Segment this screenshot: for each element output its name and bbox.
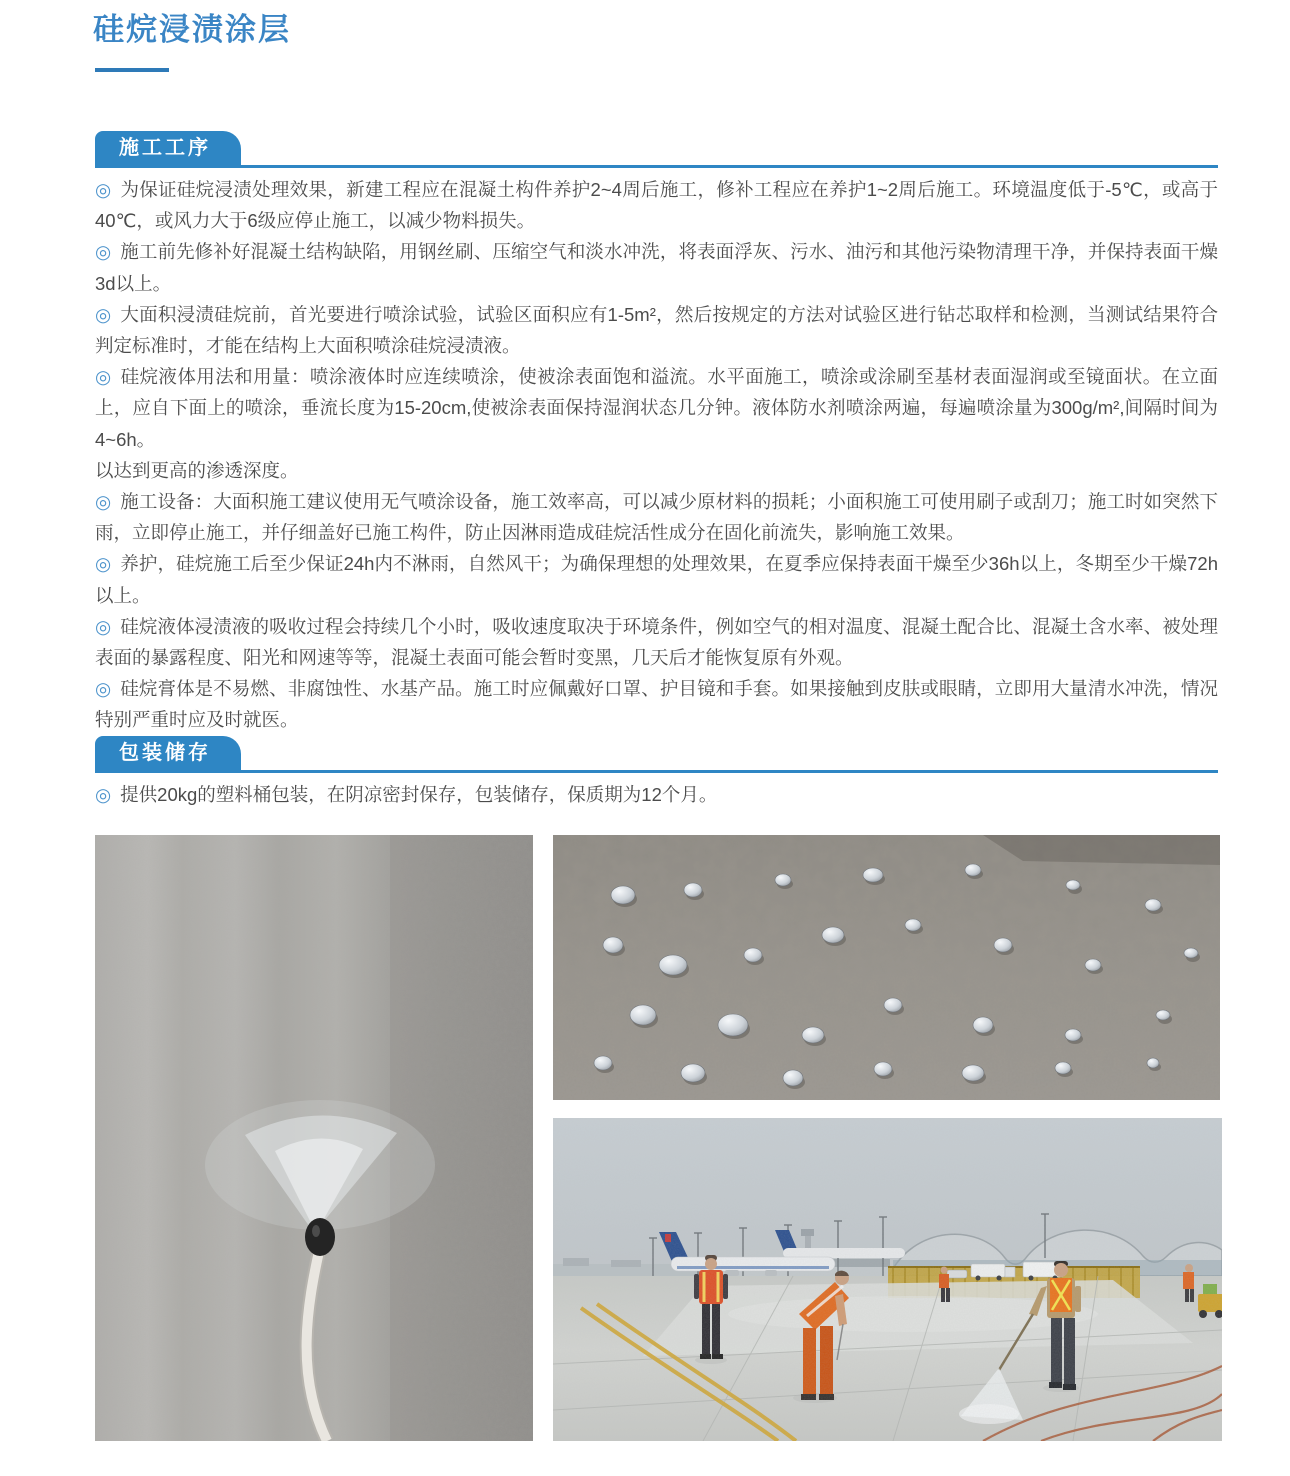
section-badge-construction: 施工工序: [95, 131, 241, 165]
bullet-icon: ◎: [95, 553, 112, 575]
bullet-icon: ◎: [95, 678, 112, 700]
paragraph: [95, 174, 1218, 236]
paragraph-text: 施工前先修补好混凝土结构缺陷，用钢丝刷、压缩空气和淡水冲洗，将表面浮灰、污水、油污和其他污染物清理干净，并保持表面干燥3d以上。: [95, 241, 1218, 294]
section-badge-packaging: 包装储存: [95, 736, 241, 770]
paragraph: [95, 548, 1218, 610]
paragraph-text: 硅烷液体用法和用量：喷涂液体时应连续喷涂，使被涂表面饱和溢流。水平面施工，喷涂或涂刷至基材表面湿润或至镜面状。在立面上，应自下面上的喷涂，垂流长度为15-20cm,使被涂表面保持湿润状态几分钟。液体防水剂喷涂两遍，每遍喷涂量为300g/m²,间隔时间为4~6h。: [95, 366, 1218, 450]
section-header-packaging: [95, 736, 1218, 773]
paragraph-text: 硅烷液体浸渍液的吸收过程会持续几个小时，吸收速度取决于环境条件，例如空气的相对温度、混凝土配合比、混凝土含水率、被处理表面的暴露程度、阳光和网速等等，混凝土表面可能会暂时变黑，几天后才能恢复原有外观。: [95, 615, 1218, 669]
bullet-icon: ◎: [95, 303, 112, 325]
paragraph: [95, 455, 1218, 486]
bullet-icon: ◎: [95, 179, 112, 200]
title-underline: [95, 68, 169, 72]
paragraph: [95, 779, 1218, 810]
paragraph: [95, 361, 1218, 455]
paragraph: [95, 486, 1218, 548]
paragraph-text: 大面积浸渍硅烷前，首光要进行喷涂试验，试验区面积应有1-5m²，然后按规定的方法对试验区进行钻芯取样和检测，当测试结果符合判定标准时，才能在结构上大面积喷涂硅烷浸渍液。: [95, 303, 1218, 357]
paragraph-text: 为保证硅烷浸渍处理效果，新建工程应在混凝土构件养护2~4周后施工，修补工程应在养护1~2周后施工。环境温度低于-5℃，或高于40℃，或风力大于6级应停止施工，以减少物料损失。: [95, 179, 1218, 232]
bullet-icon: ◎: [95, 241, 112, 263]
paragraph: [95, 611, 1218, 673]
spray-wall-illustration: [95, 835, 533, 1441]
paragraph: [95, 236, 1218, 298]
airport-apron-illustration: [553, 1118, 1222, 1441]
bullet-icon: ◎: [95, 615, 112, 637]
paragraph-text: 硅烷膏体是不易燃、非腐蚀性、水基产品。施工时应佩戴好口罩、护目镜和手套。如果接触到皮肤或眼睛，立即用大量清水冲洗，情况特别严重时应及时就医。: [95, 678, 1218, 731]
photo-water-beading: [553, 835, 1220, 1100]
paragraph: [95, 673, 1218, 735]
water-beading-illustration: [553, 835, 1220, 1100]
bullet-icon: ◎: [95, 491, 112, 513]
section-body-construction: [95, 174, 1218, 736]
photo-spray-on-wall: [95, 835, 533, 1441]
section-body-packaging: [95, 779, 1218, 810]
page-title: 硅烷浸渍涂层: [93, 12, 291, 47]
paragraph-text: 提供20kg的塑料桶包装，在阴凉密封保存，包装储存，保质期为12个月。: [120, 784, 718, 805]
paragraph-text: 以达到更高的渗透深度。: [95, 459, 299, 481]
photo-airport-apron: [553, 1118, 1222, 1441]
bullet-icon: ◎: [95, 366, 112, 388]
section-header-construction: [95, 131, 1218, 168]
paragraph-text: 养护，硅烷施工后至少保证24h内不淋雨，自然风干；为确保理想的处理效果，在夏季应保持表面干燥至少36h以上，冬期至少干燥72h以上。: [95, 553, 1218, 606]
bullet-icon: ◎: [95, 784, 112, 805]
paragraph: [95, 299, 1218, 361]
paragraph-text: 施工设备：大面积施工建议使用无气喷涂设备，施工效率高，可以减少原材料的损耗；小面积施工可使用刷子或刮刀；施工时如突然下雨，立即停止施工，并仔细盖好已施工构件，防止因淋雨造成硅烷活性成分在固化前流失，影响施工效果。: [95, 491, 1218, 544]
